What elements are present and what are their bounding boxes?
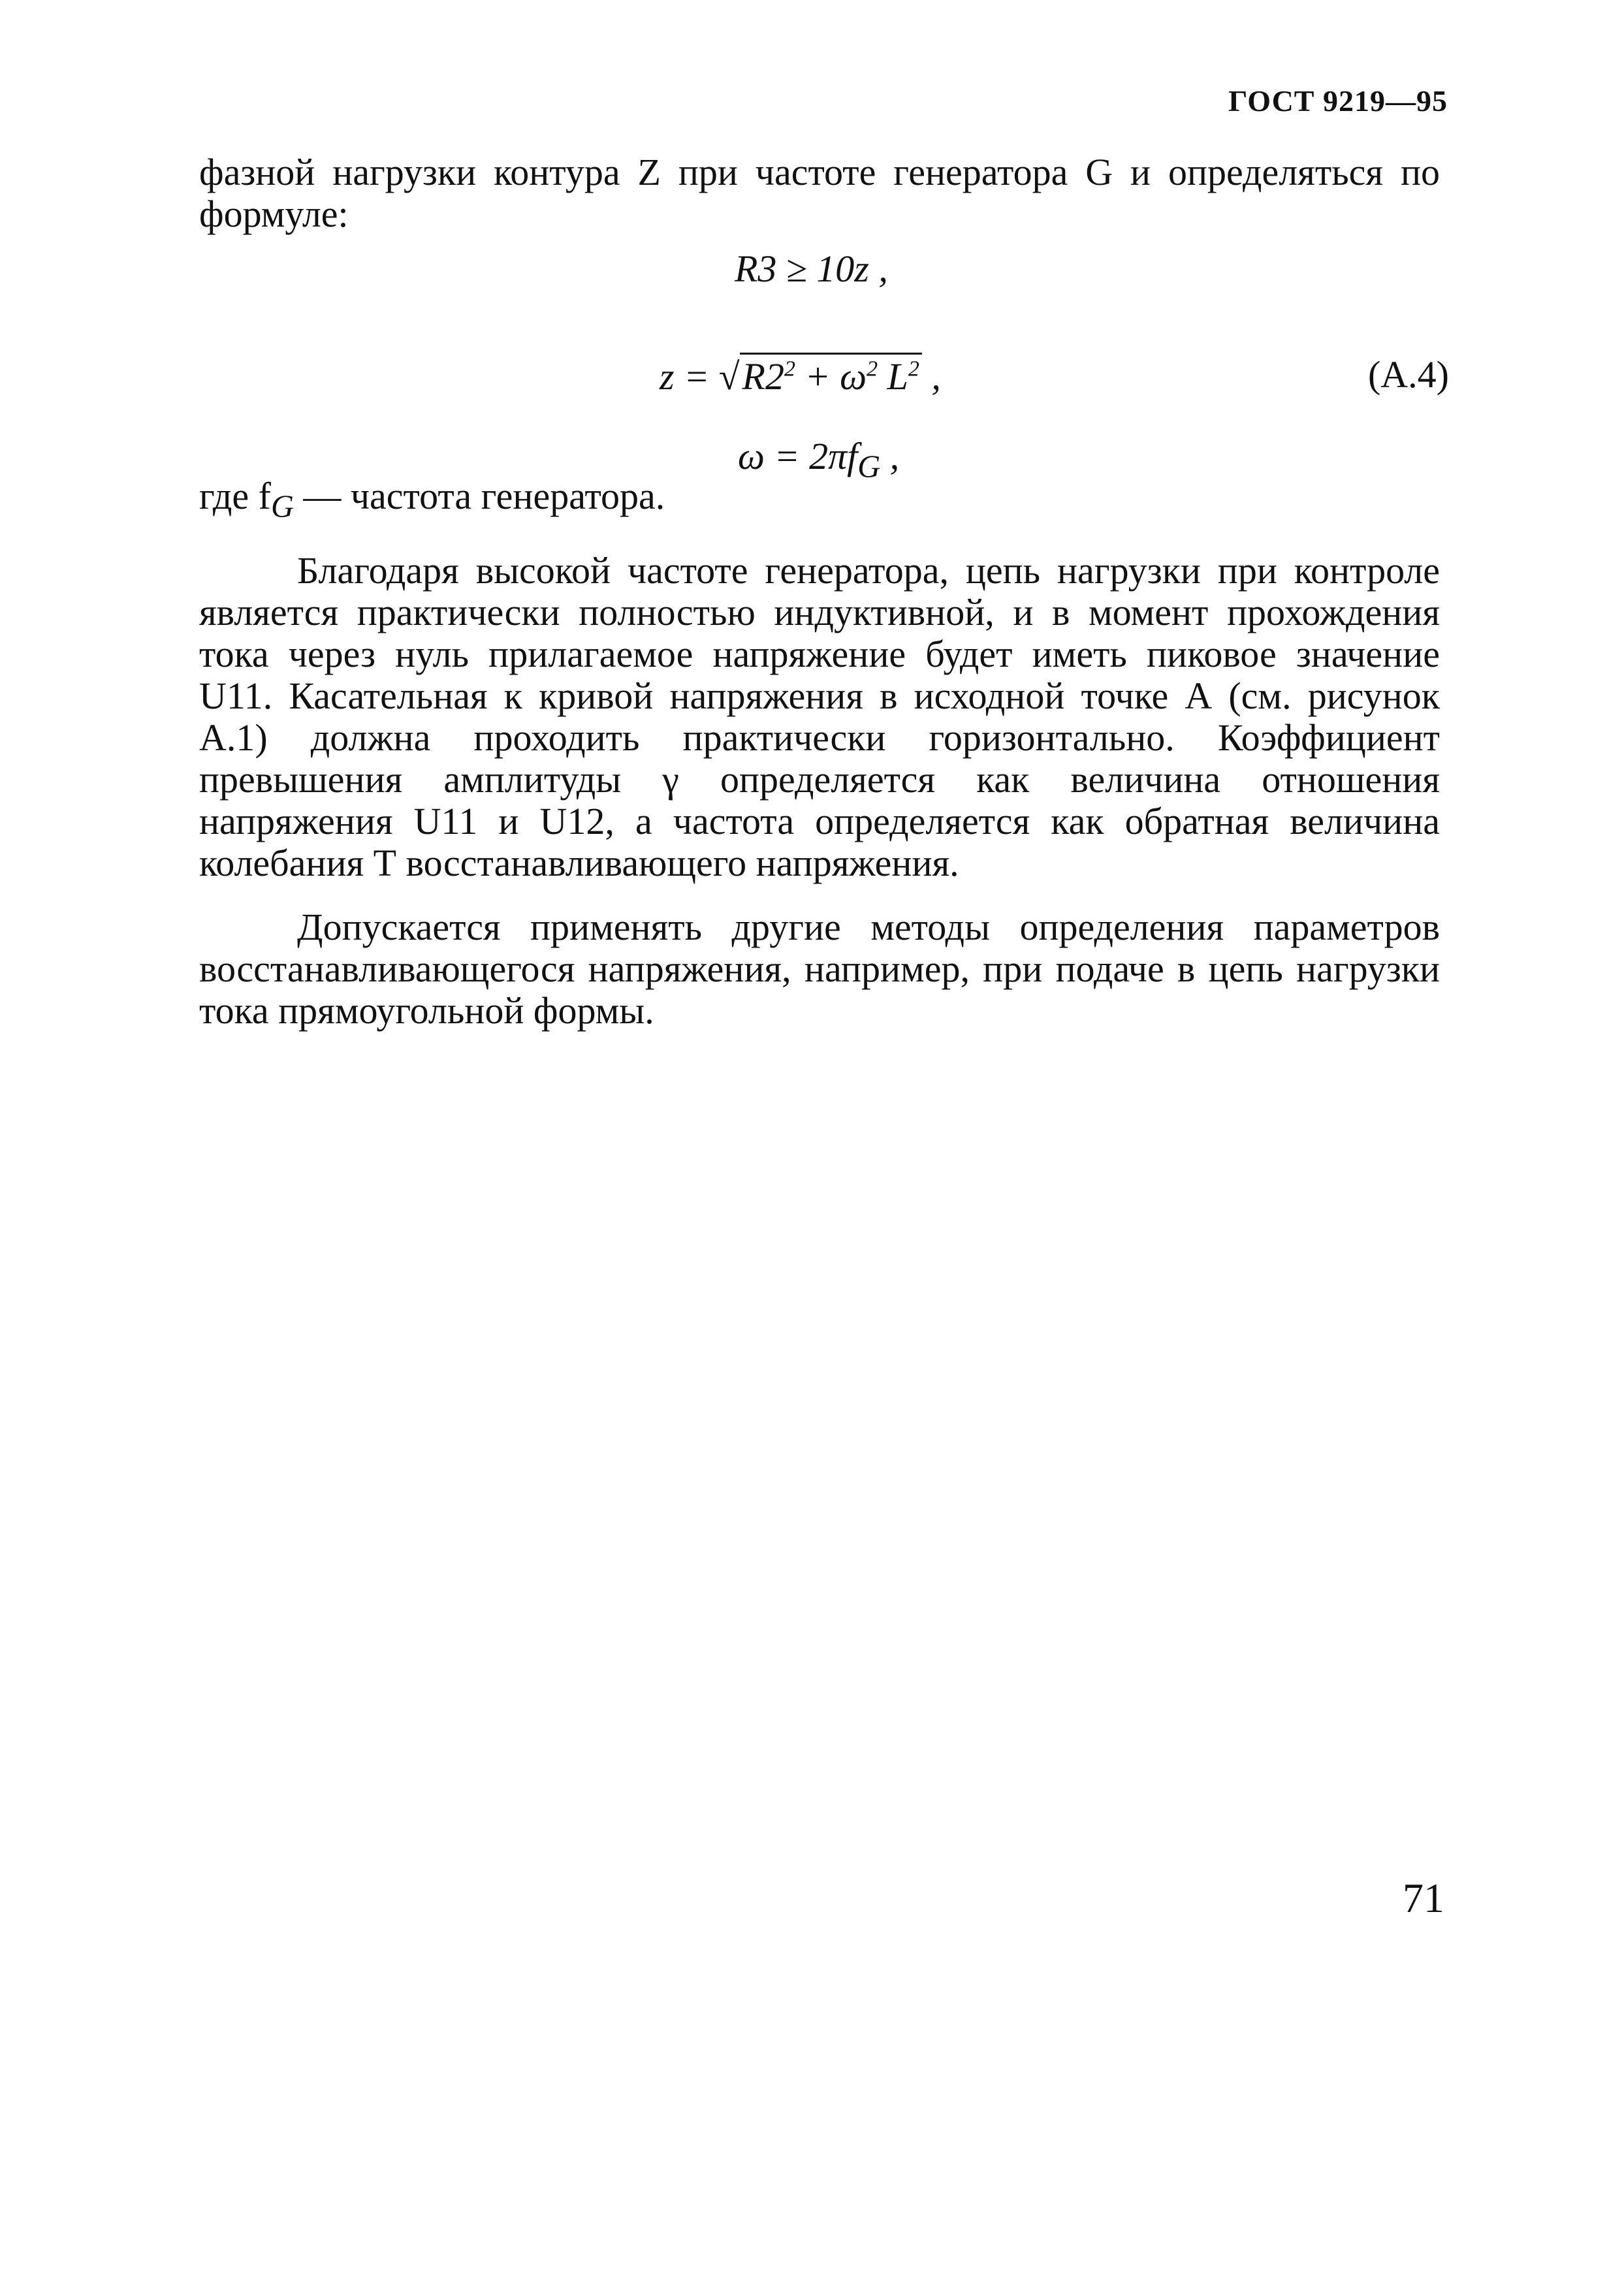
equation-number: (А.4) (1367, 353, 1449, 396)
formula-omega (738, 434, 899, 485)
formula-z-term-l: L (878, 355, 908, 398)
page-number: 71 (1403, 1875, 1444, 1921)
formula-z (660, 353, 941, 398)
where-clause (199, 474, 665, 525)
formula-z-term-r2: R2 (742, 355, 784, 398)
formula-omega-main: ω = 2πf (738, 435, 858, 477)
formula-z-lhs: z = √ (660, 355, 740, 398)
formula-z-exp-c: 2 (908, 357, 919, 381)
formula-z-tail: , (921, 355, 941, 398)
where-prefix: где f (199, 475, 271, 517)
where-sub: G (270, 489, 294, 524)
formula-omega-sub: G (857, 449, 881, 485)
formula-z-exp-b: 2 (867, 357, 878, 381)
intro-text: фазной нагрузки контура Z при частоте генератора G и определяться по формуле: (199, 151, 1440, 235)
where-suffix: — частота генератора. (293, 475, 665, 517)
document-header: ГОСТ 9219—95 (1228, 84, 1448, 118)
formula-r3: R3 ≥ 10z , (735, 247, 888, 290)
formula-z-term-omega: + ω (795, 355, 867, 398)
paragraph-other-methods: Допускается применять другие методы определения параметров восстанавливающегося напряжения, например, при подаче в цепь нагрузки тока прямоугольной формы. (199, 906, 1440, 1032)
formula-omega-tail: , (880, 435, 900, 477)
formula-z-radicand (740, 353, 922, 398)
formula-z-exp-a: 2 (784, 357, 795, 381)
paragraph-generator-frequency: Благодаря высокой частоте генератора, цепь нагрузки при контроле является практически полностью индуктивной, и в момент прохождения тока через нуль прилагаемое напряжение будет иметь пиковое значение U11. Касательная к кривой напряжения в исходной точке А (см. рисунок А.1) должна проходить практически горизонтально. Коэффициент превышения амплитуды γ определяется как величина отношения напряжения U11 и U12, а частота определяется как обратная величина колебания Т восстанавливающего напряжения. (199, 549, 1440, 884)
